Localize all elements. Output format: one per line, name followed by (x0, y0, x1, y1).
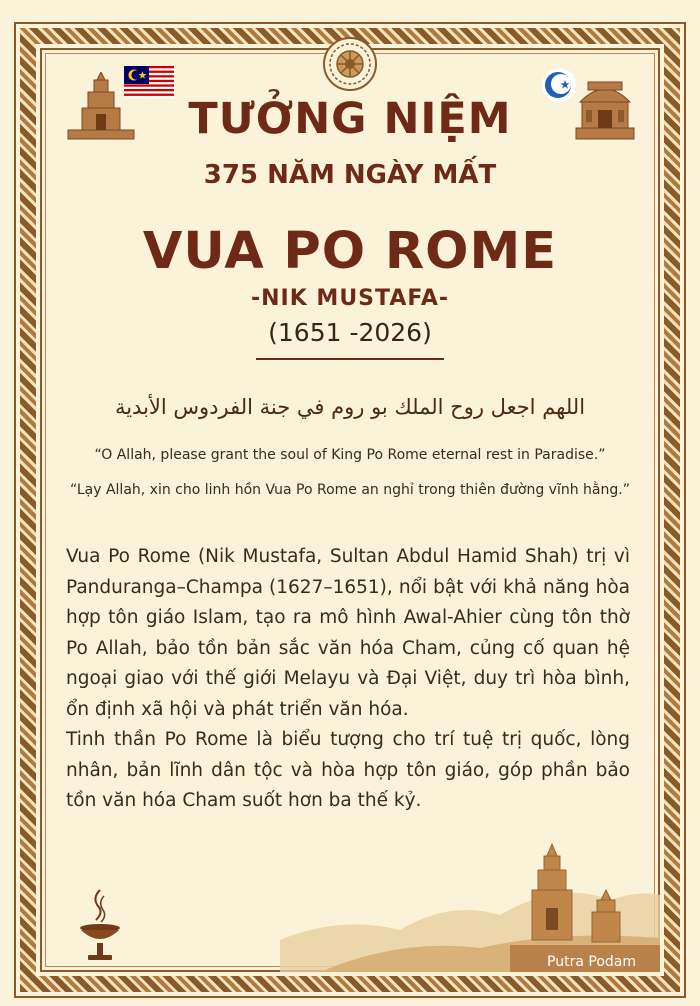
body-paragraph: Vua Po Rome (Nik Mustafa, Sultan Abdul Hamid Shah) trị vì Panduranga–Champa (1627–1651), nổi bật với khả năng hòa hợp tôn giáo Islam, tạo ra mô hình Awal-Ahier cùng tôn thờ Po Allah, bảo tồn bản sắc văn hóa Cham, củng cố quan hệ ngoại giao với thế giới Melayu và Đại Việt, duy trì hòa bình, ổn định xã hội và phát triển văn hóa. (66, 546, 630, 720)
title-divider (256, 358, 444, 360)
body-text (66, 542, 630, 817)
king-name: VUA PO ROME (142, 222, 558, 281)
english-translation: “O Allah, please grant the soul of King Po Rome eternal rest in Paradise.” (94, 447, 606, 463)
poster-title: TƯỞNG NIỆM (188, 94, 512, 144)
memorial-years: (1651 -2026) (268, 318, 432, 347)
sun-wheel-icon (322, 36, 378, 92)
poster-subtitle: 375 NĂM NGÀY MẤT (203, 160, 497, 190)
vietnamese-translation: “Lạy Allah, xin cho linh hồn Vua Po Rome an nghỉ trong thiên đường vĩnh hằng.” (70, 482, 630, 498)
arabic-prayer: اللهم اجعل روح الملك بو روم في جنة الفردوس الأبدية (114, 395, 586, 419)
king-alias: -NIK MUSTAFA- (250, 286, 450, 311)
body-paragraph: Tinh thần Po Rome là biểu tượng cho trí tuệ trị quốc, lòng nhân, bản lĩnh dân tộc và hòa hợp tôn giáo, góp phần bảo tồn văn hóa Cham suốt hơn ba thế kỷ. (66, 729, 630, 811)
incense-lamp-icon (78, 888, 122, 966)
author-signature: Putra Podam (547, 954, 636, 970)
temple-landscape-illustration (280, 820, 660, 972)
